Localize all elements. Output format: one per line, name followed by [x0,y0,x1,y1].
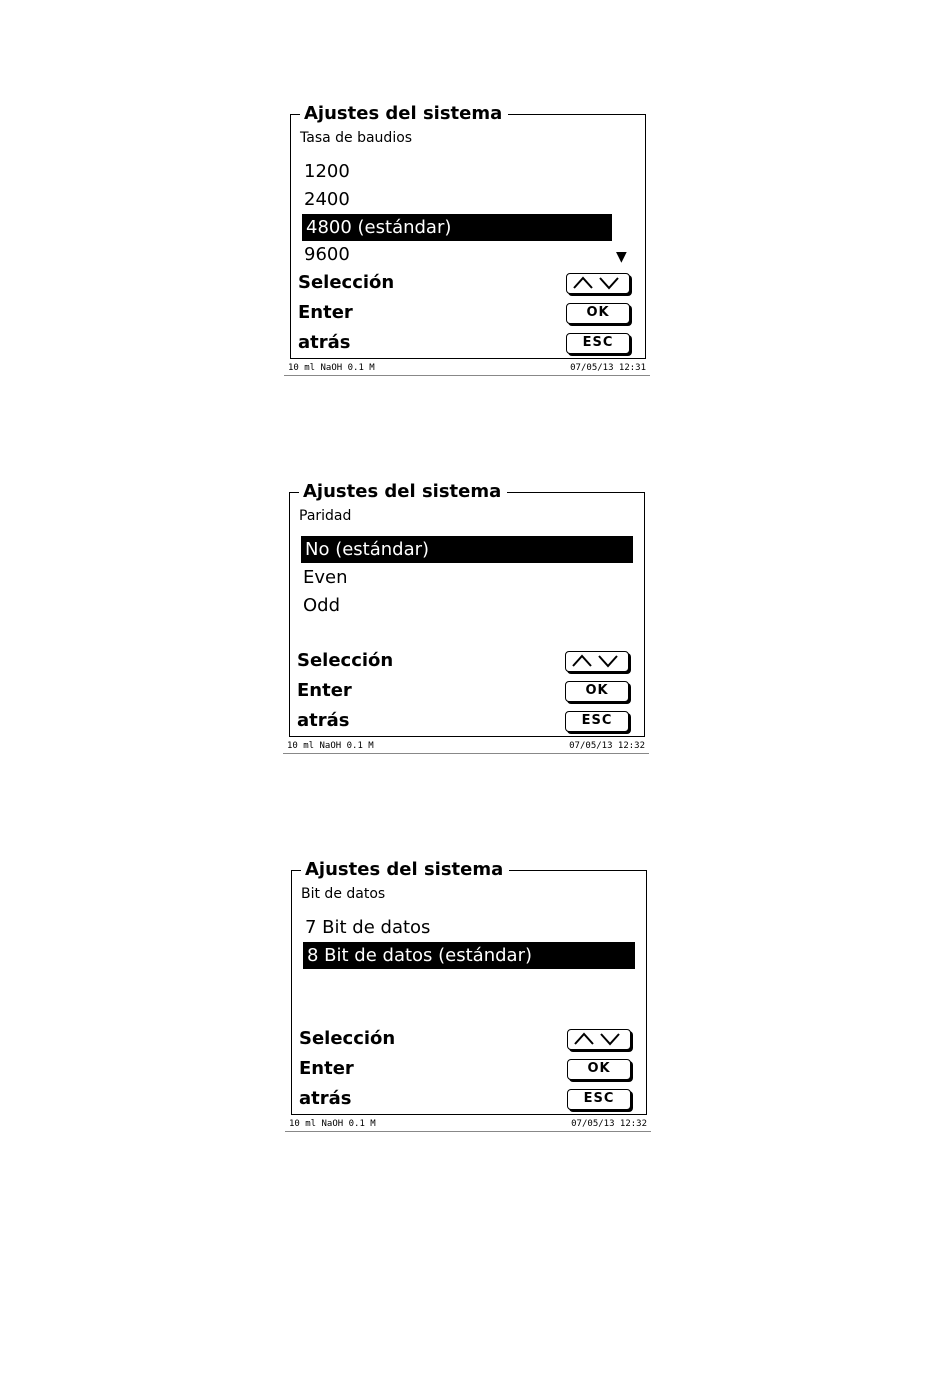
option-9600[interactable]: 9600 [304,244,350,265]
up-down-key[interactable] [566,273,630,294]
back-label: atrás [298,332,351,353]
enter-label: Enter [298,302,353,323]
up-down-key[interactable] [567,1029,631,1050]
up-down-arrows-icon [569,654,625,668]
screen-data-bits [285,859,651,1136]
back-label: atrás [299,1088,352,1109]
ok-key[interactable]: OK [566,303,630,324]
status-method: 10 ml NaOH 0.1 M [289,1119,376,1129]
selection-label: Selección [298,272,395,293]
status-divider [285,1131,651,1132]
option-7-bit[interactable]: 7 Bit de datos [305,917,431,938]
scroll-down-icon: ▼ [616,249,627,265]
option-odd[interactable]: Odd [303,595,341,616]
enter-label: Enter [299,1058,354,1079]
selection-label: Selección [299,1028,396,1049]
status-method: 10 ml NaOH 0.1 M [287,741,374,751]
status-datetime: 07/05/13 12:32 [571,1119,647,1129]
status-datetime: 07/05/13 12:32 [569,741,645,751]
option-8-bit-selected[interactable]: 8 Bit de datos (estándar) [303,942,635,969]
option-4800-selected[interactable]: 4800 (estándar) [302,214,612,241]
status-datetime: 07/05/13 12:31 [570,363,646,373]
screen-title: Ajustes del sistema [299,482,507,502]
up-down-arrows-icon [570,276,626,290]
option-1200[interactable]: 1200 [304,161,350,182]
enter-label: Enter [297,680,352,701]
back-label: atrás [297,710,350,731]
screen-subtitle: Paridad [299,508,352,524]
ok-key[interactable]: OK [565,681,629,702]
screen-parity [283,481,649,758]
esc-key[interactable]: ESC [565,711,629,732]
esc-key[interactable]: ESC [566,333,630,354]
screen-title: Ajustes del sistema [300,104,508,124]
up-down-arrows-icon [571,1032,627,1046]
ok-key[interactable]: OK [567,1059,631,1080]
selection-label: Selección [297,650,394,671]
up-down-key[interactable] [565,651,629,672]
status-divider [283,753,649,754]
option-2400[interactable]: 2400 [304,189,350,210]
option-no-selected[interactable]: No (estándar) [301,536,633,563]
screen-subtitle: Bit de datos [301,886,386,902]
screen-title: Ajustes del sistema [301,860,509,880]
status-divider [284,375,650,376]
screen-subtitle: Tasa de baudios [300,130,413,146]
status-method: 10 ml NaOH 0.1 M [288,363,375,373]
option-even[interactable]: Even [303,567,348,588]
screen-baud-rate [284,103,650,380]
esc-key[interactable]: ESC [567,1089,631,1110]
